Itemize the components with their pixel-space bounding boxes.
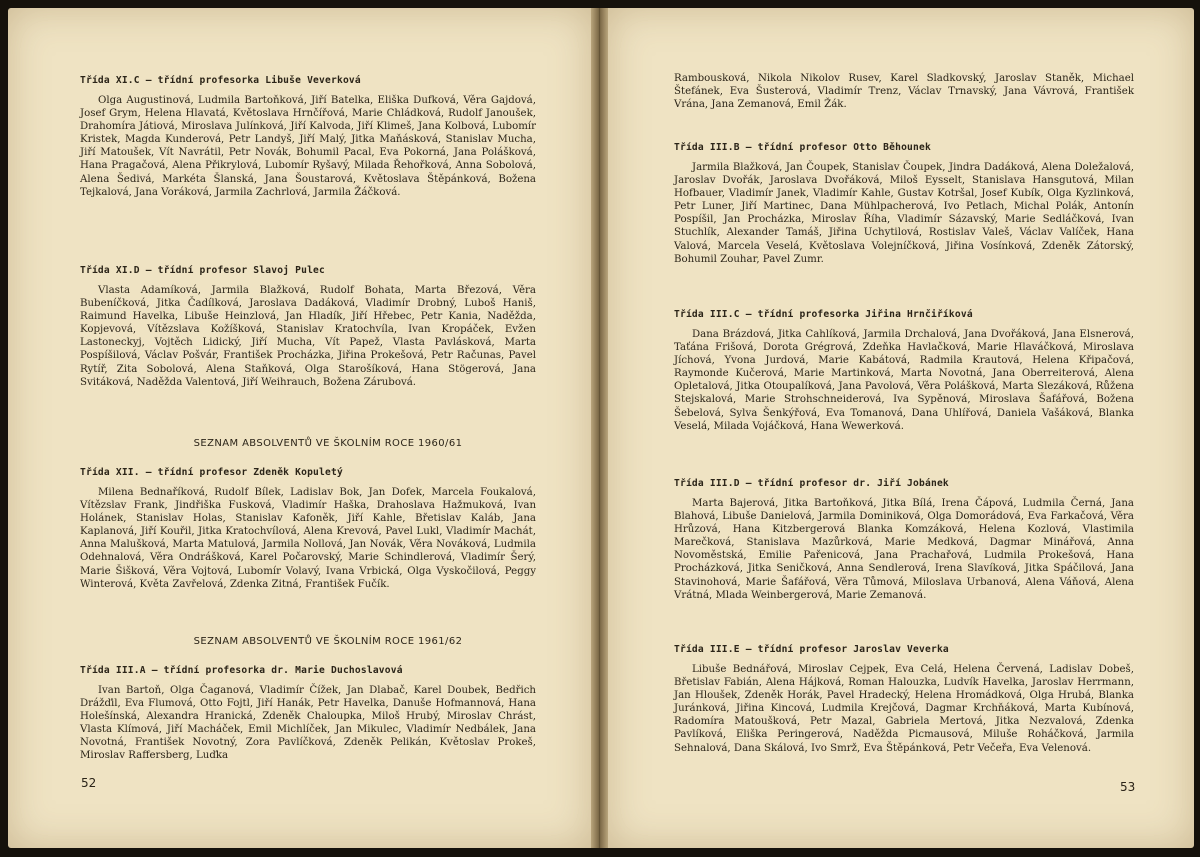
book-gutter [591, 8, 608, 848]
class-heading: Třída III.D — třídní profesor dr. Jiří Jobánek [674, 478, 949, 489]
page-number: 52 [81, 776, 97, 790]
class-block-iii-b [674, 142, 1134, 266]
student-names: Dana Brázdová, Jitka Cahlíková, Jarmila Drchalová, Jana Dvořáková, Jana Elsnerová, Taťána Frišová, Dorota Grégrová, Zdeňka Havlačková, Marie Hlaváčková, Miroslava Jíchová, Yvona Jurdová, Marie Kabátová, Radmila Krautová, Helena Křipačová, Raymonde Kučerová, Marie Martinková, Marta Novotná, Jana Oberreiterová, Alena Opletalová, Jitka Otoupalíková, Jana Pavolová, Věra Polášková, Marta Slezáková, Růžena Stejskalová, Marie Strohschneiderová, Iva Sypěnová, Miroslava Šafářová, Božena Šebelová, Sylva Šenkýřová, Eva Tomanová, Dana Uhlířová, Daniela Vašáková, Blanka Veselá, Milada Vojáčková, Hana Wewerková. [674, 329, 1134, 432]
class-heading: Třída XII. — třídní profesor Zdeněk Kopuletý [80, 467, 343, 478]
student-names: Libuše Bednářová, Miroslav Cejpek, Eva Celá, Helena Červená, Ladislav Dobeš, Břetislav Fabián, Alena Hájková, Roman Halouzka, Ludvík Havelka, Jaroslav Herrmann, Jan Hloušek, Zdeněk Horák, Pavel Hradecký, Helena Hromádková, Olga Hrubá, Blanka Juránková, Jiřina Kincová, Ludmila Krejčová, Dagmar Krchňáková, Marta Kubínová, Radomíra Matoušková, Petr Mazal, Gabriela Mertová, Jitka Nezvalová, Zdenka Pavlíková, Eliška Peringerová, Naděžda Picmausová, Miluše Roháčková, Jarmila Sehnalová, Dana Skálová, Ivo Smrž, Eva Štěpánková, Petr Večeřa, Eva Velenová. [674, 664, 1134, 754]
student-names: Rambousková, Nikola Nikolov Rusev, Karel Sladkovský, Jaroslav Staněk, Michael Štefánek, Eva Šusterová, Vladimír Trenz, Václav Trnavský, Jana Vávrová, František Vrána, Jana Zemanová, Emil Žák. [674, 73, 1134, 111]
student-names: Milena Bednaříková, Rudolf Bílek, Ladislav Bok, Jan Dofek, Marcela Foukalová, Vítězslav Frank, Jindřiška Fusková, Vladimír Haška, Drahoslava Hažmuková, Ivan Holánek, Stanislav Holas, Stanislav Kafoněk, Jiří Kahle, Břetislav Kaláb, Jana Kaplanová, Jiří Kouřil, Jitka Kratochvílová, Alena Krevová, Pavel Lukl, Vladimír Machát, Anna Malušková, Marta Matulová, Jarmila Nollová, Jan Novák, Věra Nováková, Ludmila Odehnalová, Věra Ondrášková, Karel Počarovský, Marie Schindlerová, Vladimír Šerý, Marie Šišková, Věra Vojtová, Lubomír Volavý, Ivana Vrbická, Olga Vyskočilová, Peggy Winterová, Květa Zavřelová, Zdenka Zitná, František Fučík. [80, 487, 536, 590]
class-heading: Třída XI.C — třídní profesorka Libuše Veverková [80, 75, 361, 86]
class-block-xi-d [80, 265, 536, 389]
left-page [8, 8, 591, 848]
class-block-iii-d [674, 478, 1134, 602]
class-block-iii-e [674, 644, 1134, 755]
section-title-1960-61 [80, 438, 536, 449]
student-names: Jarmila Blažková, Jan Čoupek, Stanislav Čoupek, Jindra Dadáková, Alena Doležalová, Jaroslav Dvořák, Jaroslava Dvořáková, Miloš Eysselt, Stanislava Hansgutová, Milan Hofbauer, Vladimír Janek, Vladimír Kahle, Gustav Kotršal, Josef Kubík, Olga Kyzlinková, Petr Luner, Jiří Martinec, Dana Mühlpacherová, Ivo Petlach, Michal Polák, Antonín Pospíšil, Jan Procházka, Miroslav Říha, Vladimír Sázavský, Marie Sedláčková, Ivan Stuchlík, Alexander Tamáš, Jiřina Uchytilová, Rostislav Valeš, Václav Valíček, Hana Valová, Marcela Veselá, Květoslava Volejníčková, Jiřina Vosínková, Zdeněk Zátorský, Bohumil Zouhar, Pavel Zumr. [674, 162, 1134, 265]
section-title-1961-62 [80, 636, 536, 647]
class-block-xi-c [80, 75, 536, 199]
class-heading: Třída XI.D — třídní profesor Slavoj Pulec [80, 265, 326, 276]
class-heading: Třída III.A — třídní profesorka dr. Marie Duchoslavová [80, 665, 403, 676]
class-block-xii [80, 467, 536, 591]
section-title: SEZNAM ABSOLVENTŮ VE ŠKOLNÍM ROCE 1961/62 [193, 636, 463, 647]
student-names: Ivan Bartoň, Olga Čaganová, Vladimír Čížek, Jan Dlabač, Karel Doubek, Bedřich Drážďil, Eva Flumová, Otto Fojtl, Jiří Hanák, Petr Havelka, Danuše Hofmannová, Hana Holešínská, Alexandra Hranická, Zdeněk Chaloupka, Miloš Hrubý, Miroslav Chrást, Vlasta Klímová, Jiří Macháček, Emil Michlíček, Jan Mikulec, Vladimír Nedbálek, Jana Novotná, František Novotný, Zora Pavlíčková, Zdeněk Pelikán, Květoslav Prokeš, Miroslav Raffersberg, Luďka [80, 685, 536, 762]
class-heading: Třída III.B — třídní profesor Otto Běhounek [674, 142, 931, 153]
class-block-iii-c [674, 309, 1134, 433]
student-names: Olga Augustinová, Ludmila Bartoňková, Jiří Batelka, Eliška Dufková, Věra Gajdová, Josef Grym, Helena Hlavatá, Květoslava Hrnčířová, Marie Chládková, Rudolf Janoušek, Drahomíra Játiová, Miroslava Julínková, Jiří Kalvoda, Jiří Klimeš, Jana Kolbová, Lubomír Kristek, Magda Kunderová, Petr Landyš, Jiří Malý, Jitka Maňásková, Stanislav Mucha, Jiří Matoušek, Vít Navrátil, Petr Novák, Bohumil Pacal, Eva Pokorná, Jana Polášková, Hana Pragačová, Alena Přikrylová, Lubomír Ryšavý, Milada Řehořková, Anna Sobolová, Alena Šedivá, Markéta Šlanská, Jana Šoustarová, Květoslava Štěpánková, Božena Tejkalová, Jana Voráková, Jarmila Zachrlová, Jarmila Žáčková. [80, 95, 536, 198]
continuation-block [674, 72, 1134, 111]
section-title: SEZNAM ABSOLVENTŮ VE ŠKOLNÍM ROCE 1960/61 [193, 438, 463, 449]
page-number: 53 [1120, 780, 1136, 794]
student-names: Marta Bajerová, Jitka Bartoňková, Jitka Bílá, Irena Čápová, Ludmila Černá, Jana Blahová, Libuše Danielová, Jarmila Dominiková, Olga Domorádová, Eva Farkačová, Věra Hrůzová, Hana Kitzbergerová Blanka Komzáková, Helena Kozlová, Vlastimila Marečková, Stanislava Mazůrková, Marie Medková, Dagmar Minářová, Anna Novoměstská, Emilie Pařenicová, Jana Prachařová, Ludmila Prokešová, Hana Procházková, Jitka Seničková, Anna Sendlerová, Irena Slavíková, Jitka Spáčilová, Jana Stavinohová, Marie Šafářová, Věra Tůmová, Miloslava Urbanová, Alena Váňová, Alena Vrátná, Mlada Weinbergerová, Marie Zemanová. [674, 498, 1134, 601]
student-names: Vlasta Adamíková, Jarmila Blažková, Rudolf Bohata, Marta Březová, Věra Bubeníčková, Jitka Čadílková, Jaroslava Dadáková, Vladimír Drobný, Luboš Haniš, Raimund Havelka, Libuše Heinzlová, Jan Hladík, Jiří Hřebec, Petr Kania, Naděžda, Kopjevová, Vítězslava Kožíšková, Stanislav Kratochvíla, Ivan Kropáček, Evžen Lastoneckyj, Vojtěch Lidický, Jiří Mucha, Vít Papež, Vlasta Pavlásková, Marta Pospíšilová, Václav Pošvár, František Procházka, Jiřina Prokešová, Petr Računas, Pavel Rytíř, Zita Sobolová, Alena Staňková, Olga Starošíková, Hana Stögerová, Jana Svitáková, Naděžda Valentová, Jiří Weihrauch, Božena Zárubová. [80, 285, 536, 388]
class-heading: Třída III.E — třídní profesor Jaroslav Veverka [674, 644, 949, 655]
class-block-iii-a [80, 665, 536, 763]
class-heading: Třída III.C — třídní profesorka Jiřina Hrnčiříková [674, 309, 973, 320]
right-page [608, 8, 1194, 848]
